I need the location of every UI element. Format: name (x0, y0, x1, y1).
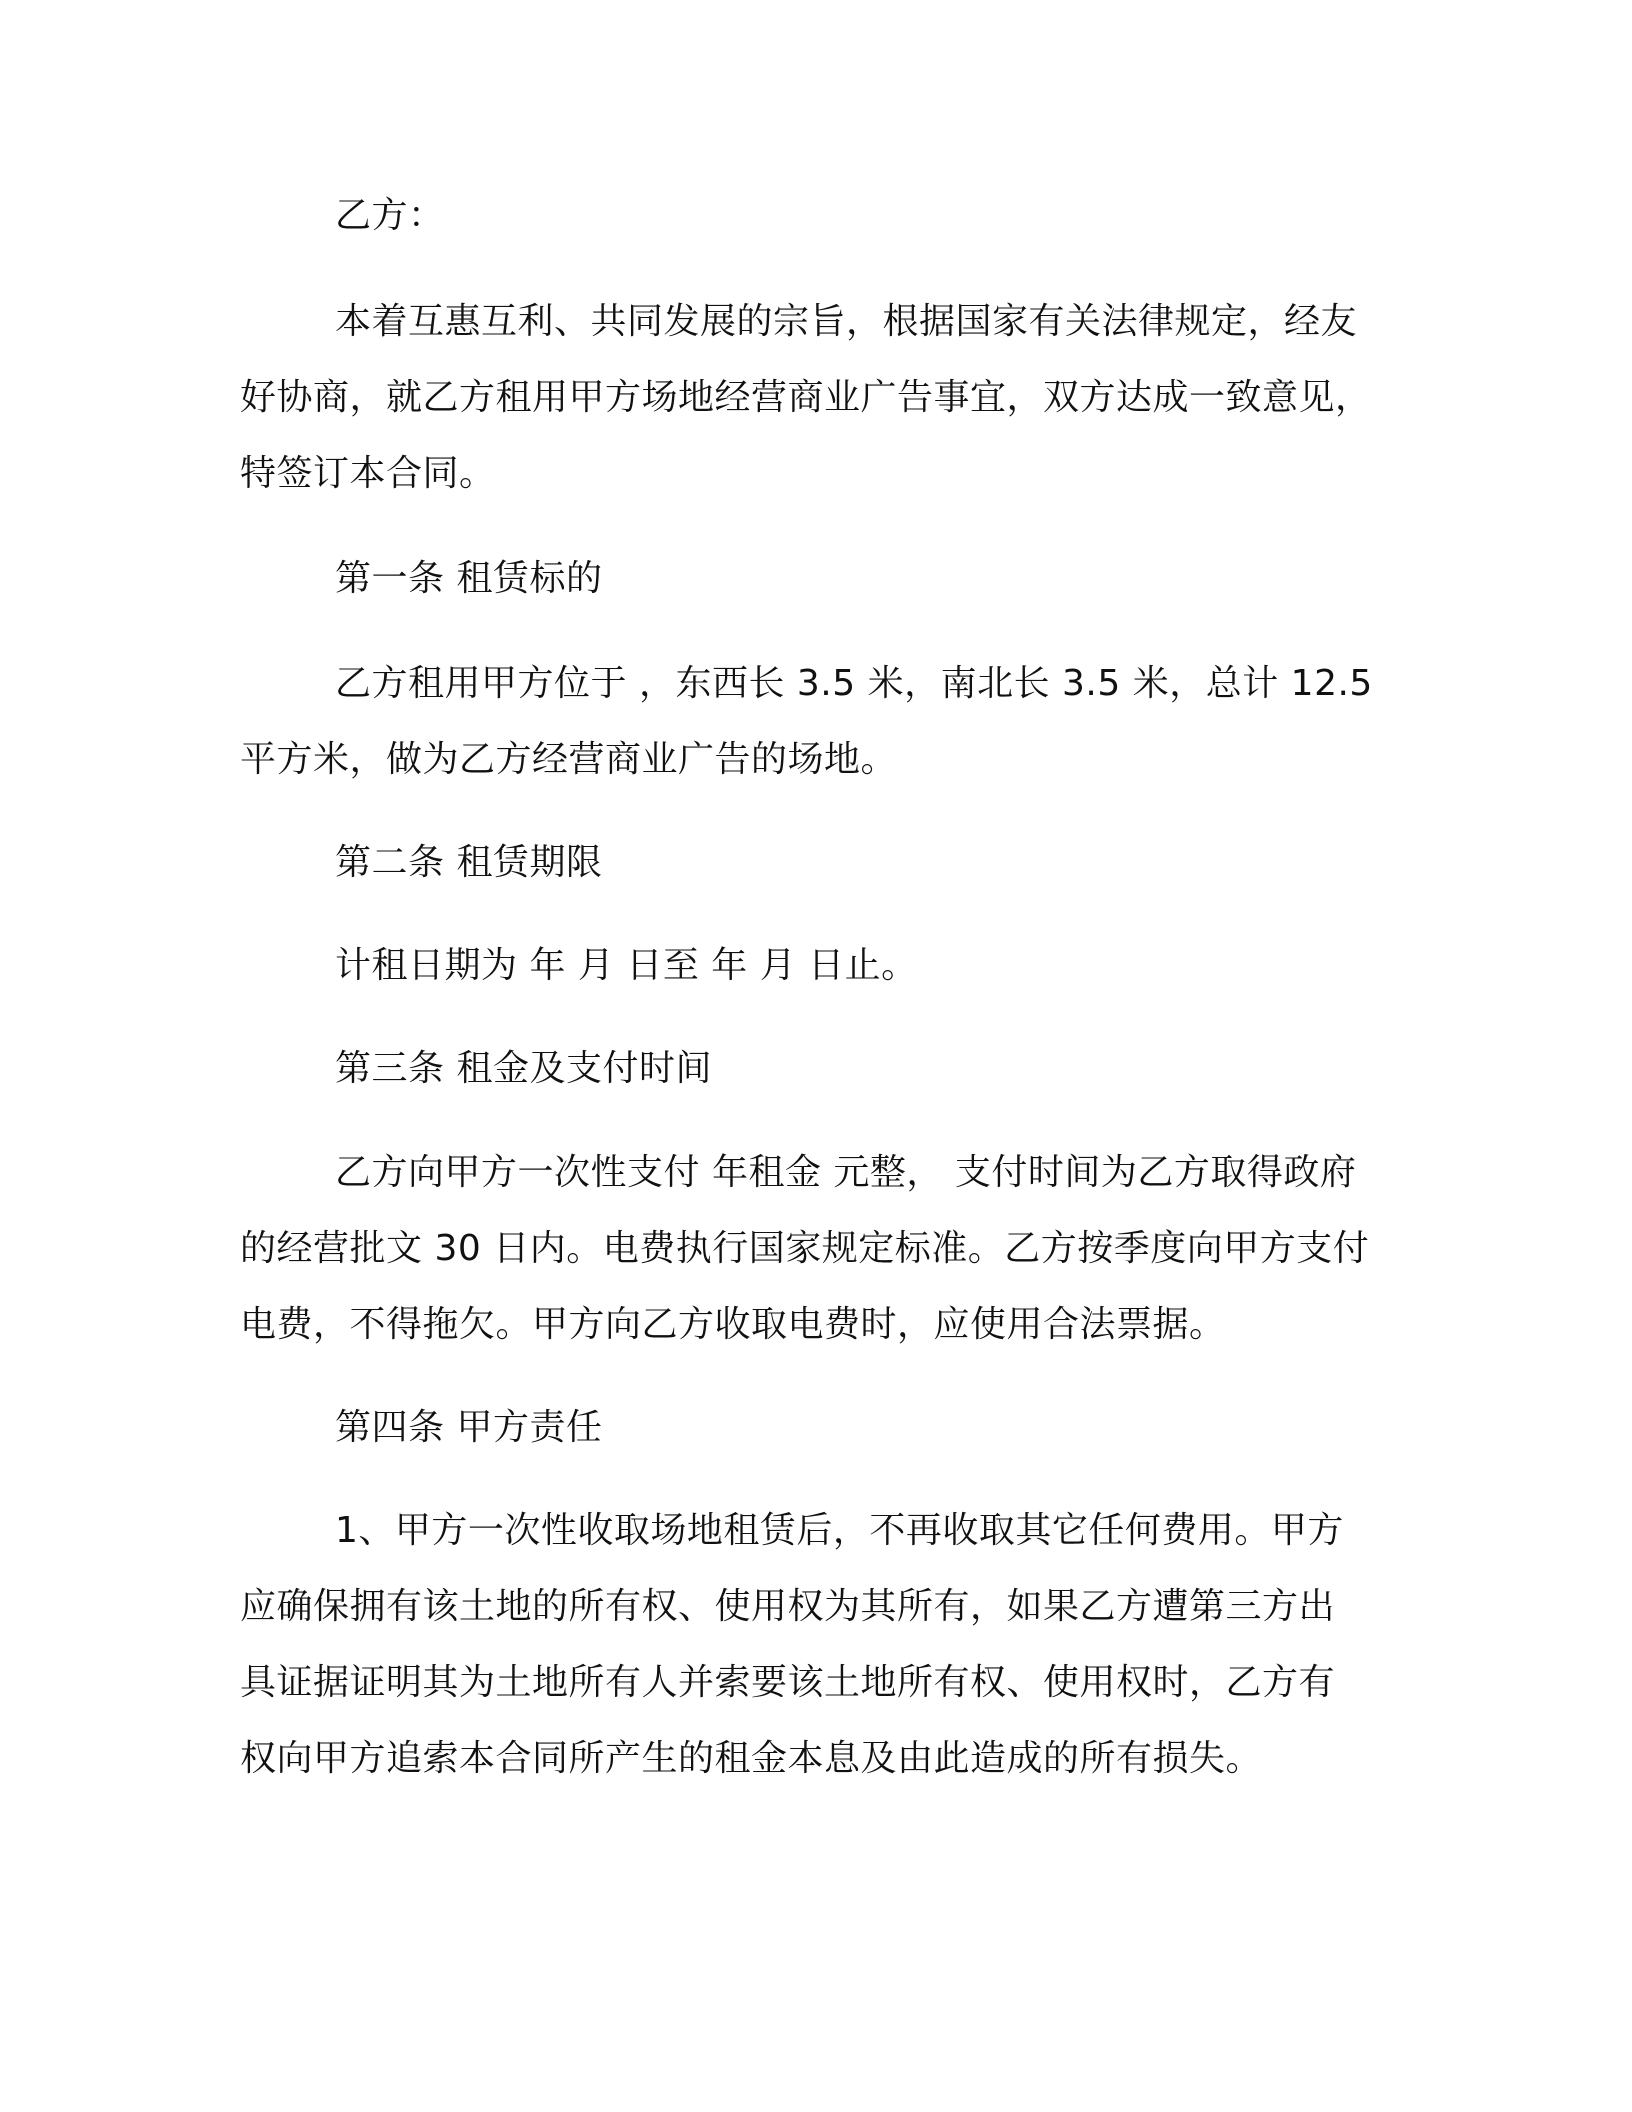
article-3-heading: 第三条 租金及支付时间 (335, 1048, 712, 1089)
preamble-line-3: 特签订本合同。 (240, 453, 496, 494)
article-2-line-1: 计租日期为 年 月 日至 年 月 日止。 (335, 945, 918, 986)
article-4-heading: 第四条 甲方责任 (335, 1407, 603, 1448)
preamble-line-1: 本着互惠互利、共同发展的宗旨，根据国家有关法律规定，经友 (335, 301, 1358, 342)
article-3-line-3: 电费，不得拖欠。甲方向乙方收取电费时，应使用合法票据。 (240, 1304, 1226, 1345)
article-4-line-1: 1、甲方一次性收取场地租赁后，不再收取其它任何费用。甲方 (335, 1510, 1344, 1551)
article-1-line-2: 平方米，做为乙方经营商业广告的场地。 (240, 739, 898, 780)
article-1-heading: 第一条 租赁标的 (335, 558, 603, 599)
article-3-line-2: 的经营批文 30 日内。电费执行国家规定标准。乙方按季度向甲方支付 (240, 1228, 1370, 1269)
article-4-line-2: 应确保拥有该土地的所有权、使用权为其所有，如果乙方遭第三方出 (240, 1586, 1336, 1627)
article-3-line-1: 乙方向甲方一次性支付 年租金 元整， 支付时间为乙方取得政府 (335, 1152, 1357, 1193)
article-2-heading: 第二条 租赁期限 (335, 842, 603, 883)
article-4-line-4: 权向甲方追索本合同所产生的租金本息及由此造成的所有损失。 (240, 1738, 1263, 1779)
party-b-label: 乙方： (335, 195, 445, 236)
article-1-line-1: 乙方租用甲方位于 ，东西长 3.5 米，南北长 3.5 米，总计 12.5 (335, 663, 1373, 704)
preamble-line-2: 好协商，就乙方租用甲方场地经营商业广告事宜，双方达成一致意见， (240, 377, 1372, 418)
article-4-line-3: 具证据证明其为土地所有人并索要该土地所有权、使用权时，乙方有 (240, 1662, 1336, 1703)
